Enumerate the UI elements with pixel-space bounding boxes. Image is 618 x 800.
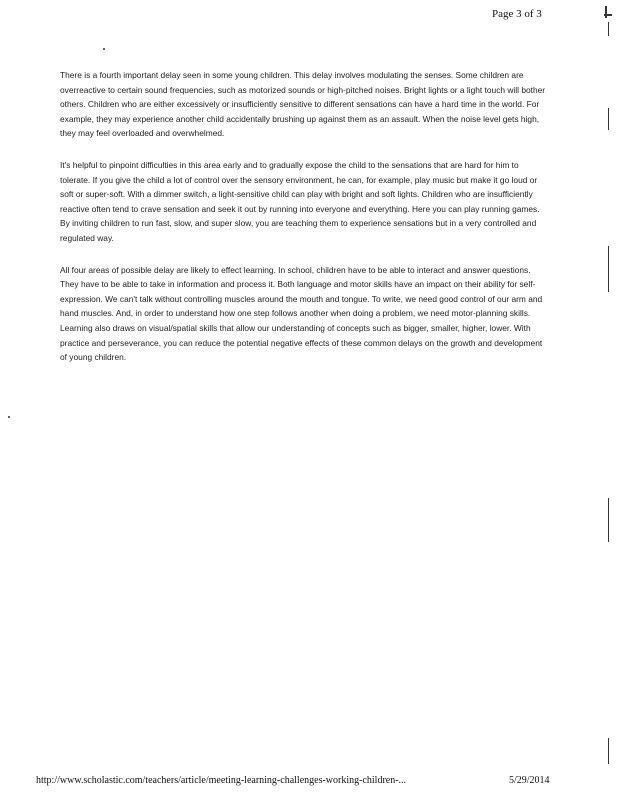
- scan-edge-mark: [608, 108, 609, 130]
- footer-url: http://www.scholastic.com/teachers/article/meeting-learning-challenges-working-children-...: [36, 775, 407, 786]
- scan-edge-mark: [604, 14, 612, 16]
- article-body: [60, 68, 547, 382]
- scan-edge-mark: [605, 6, 607, 18]
- article-paragraph-1: There is a fourth important delay seen in some young children. This delay involves modulating the senses. Some children are overreactive to certain sound frequencies, such as motorized sounds or high-pitched noises. Bright lights or a light touch will bother others. Children who are either excessively or insufficiently sensitive to different sensations can have a hard time in the world. For example, they may experience another child accidentally brushing up against them as an assault. When the noise level gets high, they may feel overloaded and overwhelmed.: [60, 70, 546, 139]
- scan-edge-mark: [608, 246, 609, 292]
- footer-date: 5/29/2014: [509, 775, 550, 786]
- scan-speck: [8, 416, 10, 418]
- scan-edge-mark: [608, 738, 609, 764]
- scan-edge-mark: [608, 22, 609, 36]
- scan-edge-mark: [608, 498, 609, 542]
- scan-speck: [103, 48, 105, 50]
- page-number: Page 3 of 3: [492, 8, 542, 20]
- article-paragraph-3: All four areas of possible delay are likely to effect learning. In school, children have to be able to interact and answer questions. They have to be able to take in information and process it. Both language and motor skills have an impact on their ability for self-expression. We can't talk without controlling muscles around the mouth and tongue. To write, we need good control of our arm and hand muscles. And, in order to understand how one step follows another when doing a problem, we need motor-planning skills. Learning also draws on visual/spatial skills that allow our understanding of concepts such as bigger, smaller, higher, lower. With practice and perseverance, you can reduce the potential negative effects of these common delays on the growth and development of young children.: [60, 264, 543, 363]
- article-paragraph-2: It's helpful to pinpoint difficulties in this area early and to gradually expose the child to the sensations that are hard for him to tolerate. If you give the child a lot of control over the sensory environment, he can, for example, play music but make it go loud or soft or super-soft. With a dimmer switch, a light-sensitive child can play with bright and soft lights. Children who are insufficiently reactive often tend to crave sensation and seek it out by running into everyone and everything. Here you can play running games. By inviting children to run fast, slow, and super slow, you are teaching them to experience sensations but in a very controlled and regulated way.: [60, 159, 540, 243]
